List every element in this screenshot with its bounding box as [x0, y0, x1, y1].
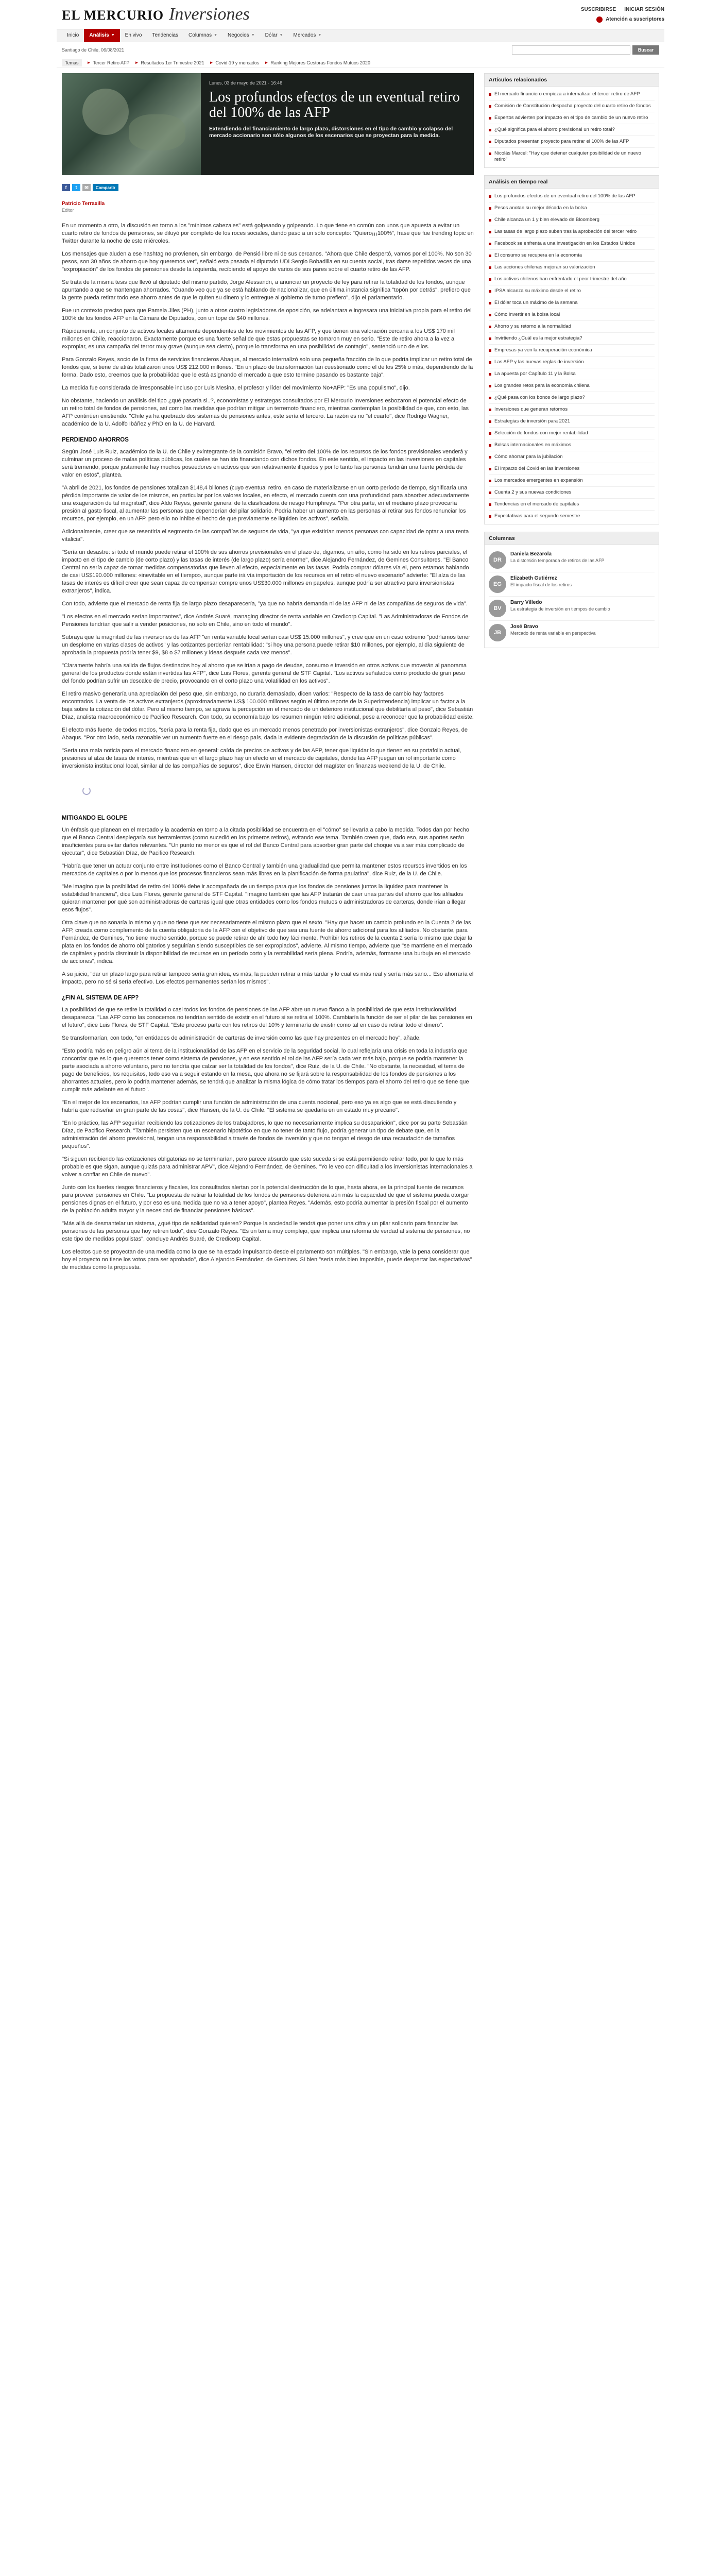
email-icon[interactable]: ✉ [82, 184, 91, 191]
sidebar-article-title: El impacto del Covid en las inversiones [494, 466, 580, 471]
share-bar [62, 180, 474, 195]
bullet-icon [489, 397, 491, 399]
sidebar-article-link[interactable] [489, 333, 655, 345]
article-paragraph: Un énfasis que planean en el mercado y la academia en torno a la citada posibilidad se encuentra en el "cómo" se llevaría a cabo la medida. Todos dan por hecho que el Banco Central desplegaría sus herramientas (como sucedió en los primeros retiros), evitando ese tema. También creen que, dado eso, sus aportes serán insuficientes para evitar daños relevantes. "Un punto no menor es que el rol del Banco Central para absorber gran parte del choque va a ser más complicado de ejecutar", dice Sebastián Díaz, de Pacifico Research. [62, 827, 469, 856]
trending-title: Análisis en tiempo real [485, 176, 659, 189]
article-paragraph: Para Gonzalo Reyes, socio de la firma de servicios financieros Abaqus, al mercado internalizó solo una pequeña fracción de lo que podría implicar un retiro total de fondos que, si tiene de atrás totalizaron unos US$ 212.000 millones. "En un plazo de transformación tan cuestionado como el de los 25% o más, dependiendo de la forma. Dado esto, creemos que la probabilidad que le está asignando el mercado a que esto termine pasando es bastante baja". [62, 357, 473, 378]
bullet-icon [489, 373, 491, 376]
bullet-icon [489, 456, 491, 459]
nav-item-en-vivo[interactable] [120, 29, 147, 42]
sidebar-article-link[interactable] [489, 321, 655, 333]
section-heading: PERDIENDO AHORROS [62, 437, 129, 443]
nav-item-label: Mercados [293, 32, 316, 38]
chevron-down-icon: ▼ [318, 33, 322, 37]
nav-item-label: Columnas [188, 32, 212, 38]
article-paragraph: "A abril de 2021, los fondos de pensiones totalizan $148,4 billones (cuyo eventual retiro, en caso de materializarse en un corto período de tiempo, significaría una pérdida importante de valor de los mismos, en particular por los valores locales, en efecto, el mercado cuenta con una profundidad para absorber adecuadamente una exageración de tal magnitud", dice Aldo Reyes, gerente general de la clasificadora de riesgo Humphreys. "Por otra parte, en el mediano plazo provocaría presión al gasto fiscal, al aumentar las personas que dependerían del pilar solidario. Podría haber un aumento en las personas al retirar sus fondos renunciar los recursos, por ejemplo, en un AFP, pero ello no inhibe el hecho de que previamente se liquiden los activos", señala. [62, 485, 469, 522]
sidebar-article-title: Las acciones chilenas mejoran su valorización [494, 264, 595, 270]
share-button[interactable]: Compartir [93, 184, 118, 191]
section-brand: Inversiones [169, 5, 250, 24]
columnist-item[interactable] [489, 621, 655, 645]
article-lead: Extendiendo del financiamiento de largo plazo, distorsiones en el tipo de cambio y colapso del mercado accionario son sólo algunos de los escenarios que se proyectan para la medida. [209, 126, 453, 139]
topics-label: Temas [62, 59, 82, 66]
article-hero [62, 73, 474, 175]
sidebar-article-link[interactable] [489, 345, 655, 357]
brand-logo[interactable] [62, 5, 250, 24]
paragraph-group [62, 448, 474, 770]
article-paragraph: Otra clave que no sonaría lo mismo y que no tiene que ser necesariamente el mismo plazo que el sexto. "Hay que hacer un cambio profundo en la Cuenta 2 de las AFP, creada como complemento de la cuenta obligatoria de la AFP con el objetivo de que sea una fuente de ahorro adicional para los afiliados. No obstante, para Fernández, de Gemines, "no tiene mucho sentido, porque se puede retirar de ahí todo hoy fácilmente. Prohíbir los retiros de la cuenta 2 sería lo mismo que dejar la plata en los fondos de ahorro obligatorios y seguirían siendo susceptibles de ser expropiados", advierte. Al mismo tiempo, advierte que "se mantiene en el mercado de capitales y podría disminuir la disponibilidad de recursos en un período corto y la rentabilidad sería plena. Podría, además, formarse una burbuja en el mercado de acciones", indica. [62, 920, 472, 964]
avatar: DR [489, 551, 506, 569]
sidebar-article-link[interactable] [489, 262, 655, 274]
hero-image-shape [129, 114, 185, 150]
columnist-headline: El impacto fiscal de los retiros [510, 582, 572, 587]
paragraph-group [62, 826, 474, 986]
sidebar-article-link[interactable] [489, 89, 655, 100]
paragraph-group [62, 1006, 474, 1272]
trending-list [485, 189, 659, 524]
sidebar-article-title: Cómo invertir en la bolsa local [494, 312, 560, 317]
topics-ticker [57, 58, 664, 68]
sidebar-article-link[interactable] [489, 238, 655, 250]
sidebar-article-title: Bolsas internacionales en máximos [494, 442, 571, 448]
account-links [581, 7, 664, 12]
sidebar-article-title: Facebook se enfrenta a una investigación en los Estados Unidos [494, 241, 636, 246]
bullet-icon [489, 255, 491, 257]
bullet-icon [489, 349, 491, 352]
article-title: Los profundos efectos de un eventual retiro del 100% de las AFP [209, 89, 460, 121]
sidebar-article-link[interactable] [489, 214, 655, 226]
sidebar-article-link[interactable] [489, 274, 655, 285]
nav-item-inicio[interactable] [62, 29, 84, 42]
bullet-icon [489, 480, 491, 482]
sidebar-article-link[interactable] [489, 357, 655, 368]
facebook-icon[interactable]: f [62, 184, 70, 191]
sidebar-article-title: IPSA alcanza su máximo desde el retiro [494, 288, 581, 294]
sidebar-article-link[interactable] [489, 439, 655, 451]
article-paragraph: "Sería una mala noticia para el mercado financiero en general: caída de precios de activos y de las AFP, tener que liquidar lo que tienen en su portafolio actual, presiones al alza de tasas de interés, mientras que en el largo plazo hay un efecto en el mercado de capitales, donde las AFP juegan un rol importante como inversionista institucional local, similar al de las compañías de seguros", dice Erwin Hansen, director del magíster en finanzas weekend de la U. de Chile. [62, 748, 461, 769]
article-paragraph: Con todo, advierte que el mercado de renta fija de largo plazo desaparecería, "ya que no habría demanda ni de las AFP ni de las compañías de seguros de vida". [62, 601, 468, 607]
bullet-icon [489, 468, 491, 470]
sidebar-article-title: Ahorro y su retorno a la normalidad [494, 324, 571, 329]
sidebar-article-link[interactable] [489, 487, 655, 499]
bullet-icon [489, 314, 491, 316]
bullet-icon [489, 326, 491, 328]
topic-link[interactable] [209, 60, 259, 65]
topic-label: Tercer Retiro AFP [93, 60, 130, 65]
bullet-icon [489, 231, 491, 233]
subscribe-link[interactable]: SUSCRIBIRSE [580, 6, 616, 12]
bullet-icon [489, 420, 491, 423]
sidebar-article-title: ¿Qué significa para el ahorro previsional un retiro total? [494, 127, 615, 132]
article-paragraph: "Me imagino que la posibilidad de retiro del 100% debe ir acompañada de un tiempo para que los fondos de pensiones juntos la liquidez para mantener la estabilidad financiera", dice Luis Flores, gerente general de STF Capital. "Imagino también que las AFP tratarán de caer unas partes del ahorro que los afiliados quieran mantener por qué son administradoras de carteras igual que otras entidades como los fondos mutuos o administradoras de carteras, donde irían a llegar esos flujos". [62, 884, 466, 913]
sidebar-article-title: Diputados presentan proyecto para retirar el 100% de las AFP [494, 139, 629, 144]
loading-area [62, 775, 474, 806]
bullet-icon [489, 195, 491, 198]
brand-name: EL MERCURIO [62, 8, 164, 23]
nav-item-columnas[interactable] [183, 29, 222, 42]
article-paragraph: "En el mejor de los escenarios, las AFP podrían cumplir una función de administración de una cuenta nocional, pero eso ya es algo que se está discutiendo y habría que rediseñar en gran parte de las cosas", dice Hansen, de la U. de Chile. "El sistema se quedaría en un estado muy precario". [62, 1099, 457, 1113]
columnist-name: Daniela Bezarola [510, 551, 552, 557]
sidebar-article-title: Las AFP y las nuevas reglas de inversión [494, 359, 584, 365]
article-paragraph: Adicionalmente, creer que se resentiría el segmento de las compañías de seguros de vida, "ya que existirían menos personas con capacidad de optar a una renta vitalicia". [62, 529, 469, 543]
twitter-icon[interactable]: t [72, 184, 80, 191]
sidebar-article-title: Tendencias en el mercado de capitales [494, 501, 579, 507]
bullet-icon [489, 503, 491, 506]
columnist-text [510, 551, 605, 569]
article-paragraph: Se trata de la misma tesis que llevó al diputado del mismo partido, Jorge Alessandri, a anunciar un proyecto de ley para retirar la totalidad de los fondos, aunque apuntando a que se mantengan ahorrados. "Cuando veo que ya se está hablando de nacionalizar, que en última instancia significa "topón por detrás", prefiero que la gente pueda retirar todo ese ahorro antes de que le quiten su dinero y lo entregue al gobierno de turno prefiero", dijo el parlamentario. [62, 279, 471, 301]
columnist-headline: La distorsión temporada de retiros de las AFP [510, 558, 605, 563]
sidebar-article-title: Chile alcanza un 1 y bien elevado de Bloomberg [494, 217, 599, 223]
columnist-name: José Bravo [510, 624, 538, 630]
sidebar [484, 73, 659, 1277]
article-paragraph: "En lo práctico, las AFP seguirían recibiendo las cotizaciones de los trabajadores, lo que no necesariamente implica su desaparición", dice por su parte Sebastián Díaz, de Pacifico Research. "También persisten que un escenario hipotético en que no tener de tanto flujo, podría generar un tipo de debate que, en la administración del ahorro previsional, tengan una responsabilidad a través de fondos de inversión y que no tengan el riesgo de una recaudación de tamaños pequeños". [62, 1120, 468, 1149]
subscribers-label: Atención a suscriptores [606, 16, 664, 22]
article-paragraph: En un momento a otro, la discusión en torno a los "mínimos cabezales" está golpeando y golpeando. Lo que tiene en común con unos que apuesta a evitar un cuarto retiro de fondos de pensiones, se diluyó por completo de los roces sociales, dando paso a un sólo concepto: "Quiero¡¡¡100%", frase que fue trending topic en Twitter durante la noche de este miércoles. [62, 223, 474, 244]
columnist-name: Barry Villedo [510, 600, 542, 605]
bullet-icon [489, 290, 491, 293]
bullet-icon [489, 409, 491, 411]
hero-image-shape [82, 89, 129, 135]
nav-item-mercados[interactable] [288, 29, 327, 42]
article-paragraph: Junto con los fuertes riesgos financieros y fiscales, los consultados alertan por la potencial destrucción de lo que, hasta ahora, es la principal fuente de recursos para proveer pensiones en Chile. "La propuesta de retirar la totalidad de los fondos de pensiones deteriora aún más la capacidad de que el sistema pueda otorgar pensiones dignas en el futuro, y por eso es una medida que no va a tener apoyo", plantea Reyes. "Además, esto podría aumentar la presión fiscal por el aumento de la población adulta mayor y la necesidad de financiar pensiones básicas". [62, 1184, 469, 1214]
bullet-icon [489, 361, 491, 364]
sidebar-article-title: Pesos anotan su mejor década en la bolsa [494, 205, 587, 211]
article-paragraph: Rápidamente, un conjunto de activos locales altamente dependientes de los movimientos de las AFP, y que tienen una valoración cercana a los US$ 170 mil millones en Chile, reaccionaron. Exactamente porque es una fuerte señal de que estas propuestas se tomaron muy en serio. "Este de retiro ahora a la vez a expropiar, es una campaña del terror muy grave (aunque sea cierto), porque lo transforma en una posibilidad de contagio", sentenció uno de ellos. [62, 328, 455, 350]
sidebar-article-link[interactable] [489, 392, 655, 404]
article-paragraph: "Esto podría más en peligro aún al tema de la institucionalidad de las AFP en el servicio de la seguridad social, lo cual reflejaría una crisis en toda la industria que concordar que es lo que queremos tener como sistema de pensiones, y en ese sentido el rol de las AFP sería cada vez más bajo, porque se podría mantener la parte asociada a ahorro voluntario, pero no tendría que calzar ser la totalidad de los fondos", dice Ruiz, de la U. de Chile. "No obstante, la necesidad, el tema de pago de beneficios, los requisitos, todo eso va a seguir estando en la mesa, que ahora no se fijará sobre la responsabilidad de los fondos de pensiones a los ahorrantes actuales, pero lo podría mantener además, se tendrá que analizar la misma lógica de cómo tratar los tiempos para el ahorro del retiro que se tiene que cumplir más adelante en el futuro". [62, 1048, 469, 1093]
sidebar-article-link[interactable] [489, 148, 655, 165]
bullet-icon [489, 337, 491, 340]
article-body [62, 222, 474, 1272]
nav-item-d-lar[interactable] [260, 29, 288, 42]
sidebar-article-title: Invirtiendo ¿Cuál es la mejor estrategia? [494, 335, 582, 341]
sidebar-article-link[interactable] [489, 416, 655, 428]
nav-item-label: Tendencias [152, 32, 179, 38]
sidebar-article-link[interactable] [489, 250, 655, 262]
sidebar-article-title: La apuesta por Capítulo 11 y la Bolsa [494, 371, 576, 377]
sidebar-article-title: Nicolás Marcel: "Hay que detener cualquier posibilidad de un nuevo retiro" [494, 150, 641, 162]
sidebar-article-title: Expectativas para el segundo semestre [494, 513, 580, 519]
article-column [62, 73, 474, 1277]
avatar: EG [489, 575, 506, 593]
article-paragraph: "Más allá de desmantelar un sistema, ¿qué tipo de solidaridad quieren? Porque la sociedad le tendrá que poner una cifra y un pilar solidario para financiar las pensiones de las personas que hoy retiren todo", dice Gonzalo Reyes. "Es un tema muy complejo, que implica una reforma de verdad al sistema de pensiones, no este tipo de medidas populistas", concluye Andrés Suaré, de Credicorp Capital. [62, 1221, 470, 1242]
sidebar-article-link[interactable] [489, 428, 655, 439]
sidebar-article-link[interactable] [489, 100, 655, 112]
nav-item-tendencias[interactable] [147, 29, 183, 42]
article-paragraph: El efecto más fuerte, de todos modos, "sería para la renta fija, dado que es un mercado menos penetrado por inversionistas extranjeros", dice Gonzalo Reyes, de Abaqus. "Por otro lado, sería razonable ver un aumento fuerte en el riesgo país, dada la evidente degradación de la discusión de políticas públicas". [62, 727, 468, 741]
login-link[interactable]: INICIAR SESIÓN [624, 6, 664, 12]
page-wrapper [57, 0, 664, 1277]
article-paragraph: A su juicio, "dar un plazo largo para retirar tampoco sería gran idea, es más, la pueden retirar a más tardar y lo cual es más real y sería más sano... Eso ahorraría el impacto, pero no sé si sería efectivo. Los efectos permanentes serían los mismos". [62, 971, 474, 985]
bullet-icon [489, 302, 491, 304]
main-nav [57, 29, 664, 42]
chevron-down-icon: ▼ [111, 33, 115, 37]
sidebar-article-link[interactable] [489, 309, 655, 321]
support-icon [596, 16, 603, 23]
sidebar-article-title: Las tasas de largo plazo suben tras la aprobación del tercer retiro [494, 229, 637, 234]
bullet-icon [489, 152, 491, 155]
nav-item-label: En vivo [125, 32, 142, 38]
columnist-text [510, 624, 596, 641]
sidebar-article-title: Comisión de Constitución despacha proyecto del cuarto retiro de fondos [494, 103, 651, 109]
sidebar-article-link[interactable] [489, 191, 655, 202]
search-form [512, 45, 659, 55]
bullet-icon [489, 141, 491, 143]
topic-link[interactable] [87, 60, 130, 65]
article-date: Lunes, 03 de mayo de 2021 - 16:46 [209, 80, 283, 86]
topic-label: Resultados 1er Trimestre 2021 [141, 60, 204, 65]
sidebar-article-title: Los grandes retos para la economía chilena [494, 383, 590, 388]
sidebar-article-title: Cuenta 2 y sus nuevas condiciones [494, 489, 572, 495]
arrow-right-icon: ► [264, 60, 269, 65]
sidebar-article-title: Expertos advierten por impacto en el tipo de cambio de un nuevo retiro [494, 115, 648, 121]
bullet-icon [489, 444, 491, 447]
header-actions [581, 7, 664, 23]
sidebar-article-link[interactable] [489, 404, 655, 416]
author-role: Editor [62, 208, 74, 213]
author-name[interactable]: Patricio Terraxilla [62, 201, 105, 207]
columnists-list [485, 545, 659, 648]
sidebar-article-title: El mercado financiero empieza a internalizar el tercer retiro de AFP [494, 91, 640, 97]
sidebar-article-title: Los mercados emergentes en expansión [494, 478, 583, 483]
sidebar-article-link[interactable] [489, 112, 655, 124]
bullet-icon [489, 385, 491, 387]
bullet-icon [489, 93, 491, 96]
article-paragraph: La medida fue considerada de irresponsable incluso por Luis Mesina, el profesor y líder del movimiento No+AFP: "Es una populismo", dijo. [62, 385, 410, 391]
nav-item-label: Dólar [265, 32, 278, 38]
bullet-icon [489, 219, 491, 222]
sidebar-article-title: El dólar toca un máximo de la semana [494, 300, 578, 306]
article-paragraph: "Claramente habría una salida de flujos destinados hoy al ahorro que se irían a pago de deudas, consumo e inversión en otros activos que moverán al panorama general de los productos donde están invertidas las AFP", dice Luis Flores, gerente general de STF Capital. "Los activos señalados como producto de gran peso del fondo podrían sufrir un descalce de precio, provocando en el corto plazo una volatilidad en los activos". [62, 663, 467, 684]
columns-box [484, 532, 659, 648]
sidebar-article-title: Estrategias de inversión para 2021 [494, 418, 570, 424]
sidebar-article-title: Inversiones que generan retornos [494, 406, 568, 412]
nav-item-label: Análisis [89, 32, 109, 38]
bullet-icon [489, 105, 491, 108]
bullet-icon [489, 515, 491, 518]
article-paragraph: Los efectos que se proyectan de una medida como la que se ha estado impulsando desde el parlamento son múltiples. "Sin embargo, vale la pena considerar que hoy el proyecto no tiene los votos para ser aprobado", dice Alejandro Fernández, de Gemines. Si bien "sería más bien imposible, puede despertar las expectativas" de medidas como la propuesta. [62, 1249, 472, 1270]
trending-box [484, 175, 659, 524]
topic-link[interactable] [264, 60, 370, 65]
article-paragraph: "Habría que tener un actuar conjunto entre instituciones como el Banco Central y también una gradualidad que permita mantener estos recursos invertidos en los mercados de capitales o por lo menos que los procesos financieros sean más libres en la planificación de forma paulatina", dice Ruiz, de la U. de Chile. [62, 863, 467, 877]
sidebar-article-link[interactable] [489, 368, 655, 380]
bullet-icon [489, 492, 491, 494]
sidebar-article-link[interactable] [489, 136, 655, 148]
related-title: Artículos relacionados [485, 74, 659, 87]
bullet-icon [489, 432, 491, 435]
sidebar-article-link[interactable] [489, 380, 655, 392]
section-heading: ¿FIN AL SISTEMA DE AFP? [62, 995, 139, 1001]
columnist-headline: La estrategia de inversión en tiempos de cambio [510, 606, 610, 612]
chevron-down-icon: ▼ [214, 33, 218, 37]
bullet-icon [489, 129, 491, 131]
sidebar-article-link[interactable] [489, 451, 655, 463]
topic-label: Ranking Mejores Gestoras Fondos Mutuos 2020 [270, 60, 370, 65]
chevron-down-icon: ▼ [279, 33, 283, 37]
columnist-item[interactable] [489, 548, 655, 572]
sidebar-article-link[interactable] [489, 226, 655, 238]
paragraph-group [62, 222, 474, 428]
sidebar-article-link[interactable] [489, 499, 655, 511]
chevron-down-icon: ▼ [251, 33, 255, 37]
sidebar-article-link[interactable] [489, 285, 655, 297]
article-paragraph: "Los efectos en el mercado serían importantes", dice Andrés Suaré, managing director de renta variable en Credicorp Capital. "Las Administradoras de Fondos de Pensiones tendrían que salir a vender posiciones, no solo en Chile, sino en todo el mundo". [62, 614, 469, 628]
arrow-right-icon: ► [134, 60, 139, 65]
sidebar-article-title: ¿Qué pasa con los bonos de largo plazo? [494, 395, 585, 400]
article-paragraph: Fue un contexto preciso para que Pamela Jiles (PH), junto a otros cuatro legisladores de oposición, se adelantara e ingresara una iniciativa propia para el retiro del 100% de los fondos AFP en la Cámara de Diputados, con un tope de $40 millones. [62, 308, 472, 321]
columnist-headline: Mercado de renta variable en perspectiva [510, 631, 596, 636]
article-author [62, 201, 474, 213]
sidebar-article-title: Selección de fondos con mejor rentabilidad [494, 430, 588, 436]
columnist-text [510, 600, 610, 617]
sidebar-article-link[interactable] [489, 475, 655, 487]
nav-item-an-lisis[interactable] [84, 29, 119, 42]
sidebar-article-link[interactable] [489, 297, 655, 309]
topic-link[interactable] [134, 60, 204, 65]
arrow-right-icon: ► [209, 60, 214, 65]
nav-item-label: Inicio [67, 32, 79, 38]
search-button[interactable]: Buscar [632, 45, 659, 55]
sidebar-article-title: Cómo ahorrar para la jubilación [494, 454, 563, 460]
bullet-icon [489, 266, 491, 269]
sidebar-article-title: Los profundos efectos de un eventual retiro del 100% de las AFP [494, 193, 636, 199]
sidebar-article-title: El consumo se recupera en la economía [494, 252, 582, 258]
avatar: BV [489, 600, 506, 617]
sidebar-article-link[interactable] [489, 511, 655, 522]
hero-image [62, 73, 201, 175]
article-paragraph: "Si siguen recibiendo las cotizaciones obligatorias no se terminarían, pero parece absurdo que esto suceda si se está permitiendo retirar todo, por lo que lo más probable es que sigan, aunque quizás para administrar APV", dice Alejandro Fernández, de Gemines. "Yo le veo con dificultad a los inversionistas internacionales a volver a confiar en Chile de nuevo". [62, 1156, 473, 1178]
sidebar-article-link[interactable] [489, 124, 655, 136]
top-bar [57, 42, 664, 58]
bullet-icon [489, 207, 491, 210]
columnist-item[interactable] [489, 572, 655, 597]
sidebar-article-link[interactable] [489, 202, 655, 214]
hero-text [201, 73, 474, 175]
content-columns [57, 68, 664, 1277]
bullet-icon [489, 117, 491, 120]
columnist-name: Elizabeth Gutiérrez [510, 575, 557, 581]
article-paragraph: La posibilidad de que se retire la totalidad o casi todos los fondos de pensiones de las AFP abre un nuevo flanco a la posibilidad de que esta institucionalidad desaparezca. "Las AFP como las conocemos no tendrían sentido de existir en el futuro si se retira el 100%. Cambiaría la función de ser el pilar de las pensiones en el futuro", dice Luis Flores, de STF Capital. "Este proceso parte con los retiros del 10% y terminaría de existir como tal en caso de retirar todo el dinero". [62, 1007, 472, 1028]
site-header [57, 0, 664, 29]
nav-item-negocios[interactable] [222, 29, 260, 42]
section-heading: MITIGANDO EL GOLPE [62, 815, 127, 821]
bullet-icon [489, 243, 491, 245]
current-datetime: Santiago de Chile, 06/08/2021 [62, 47, 125, 53]
arrow-right-icon: ► [87, 60, 91, 65]
avatar: JB [489, 624, 506, 641]
article-paragraph: Los mensajes que aluden a ese hashtag no provienen, sin embargo, de Pensió libre ni de sus cercanos. "Ahora que Chile despertó, vamos por el 100%. No son 30 pesos, son 30 años de ahorro que hoy queremos ver", señaló esta pasada el diputado UDI Sergio Bobadilla en su cuenta social, tras darse repetidos veces de una "expropiación" de los fondos de pensiones desde la izquierda, recibiendo el apoyo de varios de sus pares sobre el cuarto retiro de las AFP. [62, 251, 472, 273]
related-articles [484, 73, 659, 168]
sidebar-article-title: Empresas ya ven la recuperación económica [494, 347, 592, 353]
loading-spinner-icon [82, 787, 91, 795]
article-paragraph: El retiro masivo generaría una apreciación del peso que, sin embargo, no duraría demasiado, dicen varios: "Respecto de la tasa de cambio hay factores encontrados. La venta de los activos extranjeros (aproximadamente US$ 100.000 millones según el último reporte de la Superintendencia) implicar un factor a la baja sobre la cotización del dólar. Pero al mismo tiempo, se agrava la percepción en el mercado de un deterioro institucional que debilitaría al peso", dice Sebastián Díaz, analista macroeconómico de Pacifico Research. Con todo, su economía bajo los resumen ningún retiro adicional, pese a reconocer que la probabilidad existe. [62, 691, 474, 720]
article-paragraph: No obstante, haciendo un análisis del tipo ¿qué pasaría si..?, economistas y estrategas consultados por El Mercurio Inversiones esbozaron el potencial efecto de un retiro total de fondos de pensiones, así como las medidas que podrían mitigar un terremoto financiero, mientras contemplan la posibilidad de que, con esto, las AFP continúen existiendo. "Chile ya ha quebrado dos sistemas de pensiones antes, este sería el tercero. La razón es no "el cuarto", dice Rodrigo Wagner, académico de la U. Adolfo Ibáñez y PhD en la U. de Harvard. [62, 398, 469, 427]
columnist-text [510, 575, 572, 593]
related-list [485, 87, 659, 167]
sidebar-article-title: Los activos chilenos han enfrentado el peor trimestre del año [494, 276, 627, 282]
topic-label: Covid-19 y mercados [215, 60, 260, 65]
columns-title: Columnas [485, 532, 659, 545]
sidebar-article-link[interactable] [489, 463, 655, 475]
nav-item-label: Negocios [228, 32, 249, 38]
bullet-icon [489, 278, 491, 281]
subscribers-link[interactable] [596, 16, 664, 23]
search-input[interactable] [512, 45, 630, 55]
article-paragraph: Subraya que la magnitud de las inversiones de las AFP "en renta variable local serían casi US$ 15.000 millones", y cree que en un caso extremo "podríamos tener un desplome en varias clases de activos" y las cotizantes perderían rentabilidad: "si hoy una persona puede retirar $10 millones, por ejemplo, al día siguiente de aprobada la propuesta podría tener $9, $8 o $7 millones y ideas después cada vez menos". [62, 634, 470, 656]
article-paragraph: Se transformarían, con todo, "en entidades de administración de carteras de inversión como las que hay presentes en el mercado hoy", añade. [62, 1035, 421, 1041]
article-paragraph: "Sería un desastre: si todo el mundo puede retirar el 100% de sus ahorros previsionales en el plazo de, digamos, un año, como ha sido en los retiros parciales, el impacto en el tipo de cambio (de corto plazo) y las tasas de interés (de largo plazo) sería enorme", dice Alejandro Fernández, de Gemines Consultores. "El Banco Central no sería capaz de tomar medidas compensatorias que lleven al efecto, especialmente en las tasas. Podría comprar dólares vía el, pero estamos hablando de casi US$190.000 millones: «inevitable en el tiempo», aunque parte irá vía importación de los recursos en el retiro el nuevo escenario" advierte: "El alza de las tasas de interés es difícil creer que sean capaz de compensar compre unos US$30.000 millones en papeles, aunque podría ser atractivo para inversionistas extranjeros", indica. [62, 549, 469, 594]
columnist-item[interactable] [489, 597, 655, 621]
article-paragraph: Según José Luis Ruiz, académico de la U. de Chile y exintegrante de la comisión Bravo, "el retiro del 100% de los recursos de los fondos previsionales venderá y culminar un proceso de malas políticas públicas, los cuales se han ido financiando con dichos fondos. En este sentido, el impacto en las inversiones en capitales será tremendo, porque justamente hay muchos poseedores en activos que son relativamente ilíquidos y por lo tanto las personas tendrán una fuerte pérdida de valor en estos", plantea. [62, 449, 468, 478]
